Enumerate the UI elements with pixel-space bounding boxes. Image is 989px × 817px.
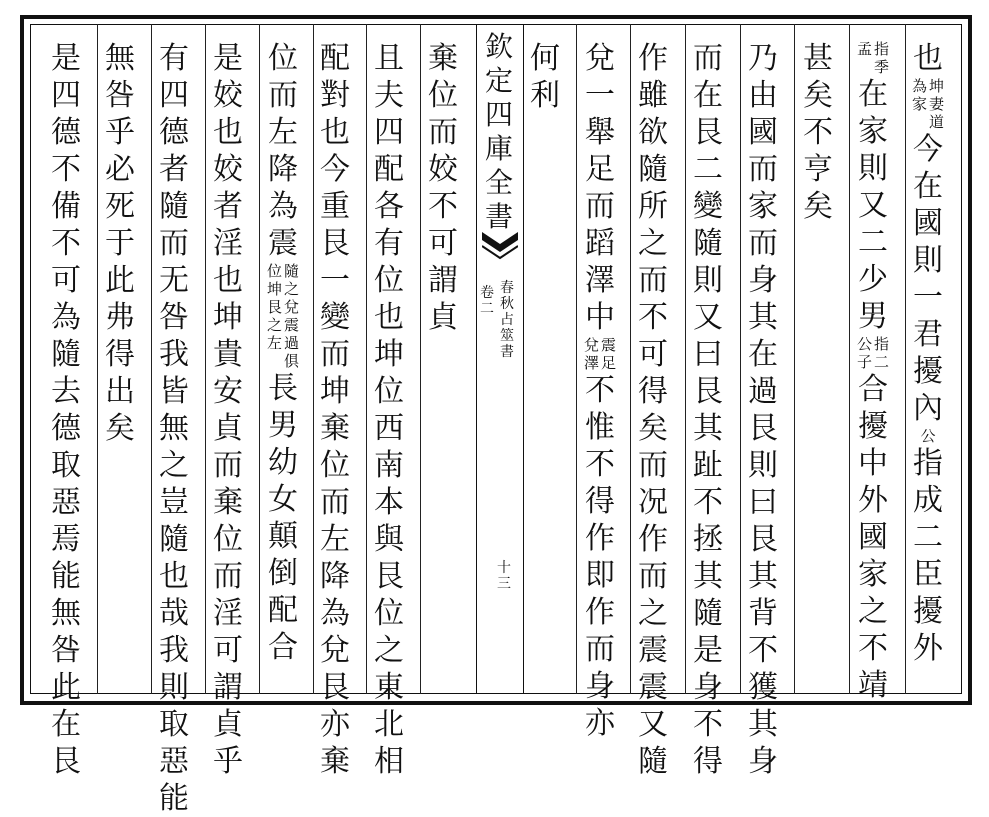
- book-header-title: 欽 定 四 庫 全 書: [484, 30, 513, 233]
- book-title-note: 春 秋 占 筮 書: [500, 280, 514, 360]
- annotation-note: 公: [920, 427, 936, 445]
- column-rule: [97, 24, 98, 694]
- annotation-note: 震 足 兌 澤: [584, 336, 617, 372]
- left-text-column: 棄 位 而 姣 不 可 謂 貞: [428, 41, 458, 335]
- right-text-column: 乃 由 國 而 家 而 身 其 在 過 艮 則 曰 艮 其 背 不 獲 其 身: [748, 41, 778, 779]
- right-text-column: 甚 矣 不 亨 矣: [803, 41, 833, 224]
- right-text-column: 而 在 艮 二 變 隨 則 又 曰 艮 其 趾 不 拯 其 隨 是 身 不 得: [693, 41, 723, 779]
- column-rule: [420, 24, 421, 694]
- column-rule: [849, 24, 850, 694]
- volume-note: 卷 二: [480, 285, 494, 317]
- left-text-column: 是 四 德 不 備 不 可 為 隨 去 德 取 惡 焉 能 無 咎 此 在 艮: [51, 41, 81, 779]
- column-rule: [685, 24, 686, 694]
- right-text-column: 也 坤 妻 道 為 家 今 在 國 則 一 君 擾 內 公 指 成 二 臣 擾 外: [912, 41, 945, 666]
- right-text-column: 兌 一 舉 足 而 蹈 澤 中 震 足 兌 澤 不 惟 不 得 作 即 作 而 身 亦: [584, 41, 617, 741]
- right-text-column: 何 利: [530, 41, 560, 113]
- left-text-column: 位 而 左 降 為 震 隨 之 兌 震 過 俱 位 坤 艮 之 左 長 男 幼 女 顛 倒 配 合: [267, 41, 300, 665]
- left-text-column: 配 對 也 今 重 艮 一 變 而 坤 棄 位 而 左 降 為 兌 艮 亦 棄: [320, 41, 350, 779]
- column-rule: [576, 24, 577, 694]
- annotation-note: 隨 之 兌 震 過 俱 位 坤 艮 之 左: [267, 262, 300, 370]
- column-rule: [794, 24, 795, 694]
- left-text-column: 有 四 德 者 隨 而 无 咎 我 皆 無 之 豈 隨 也 哉 我 則 取 惡 能: [159, 41, 189, 816]
- fishtail-mark-icon: [482, 232, 518, 262]
- column-rule: [740, 24, 741, 694]
- left-text-column: 無 咎 乎 必 死 于 此 弗 得 出 矣: [105, 41, 135, 446]
- page-number: 十 三: [497, 560, 511, 592]
- column-rule: [151, 24, 152, 694]
- right-text-column: 作 雖 欲 隨 所 之 而 不 可 得 矣 而 况 作 而 之 震 震 又 隨: [638, 41, 668, 779]
- annotation-note: 指 二 公 子: [857, 335, 890, 371]
- column-rule: [259, 24, 260, 694]
- column-rule: [630, 24, 631, 694]
- column-rule: [905, 24, 906, 694]
- right-text-column: 指 季 孟 在 家 則 又 二 少 男 指 二 公 子 合 擾 中 外 國 家 之 不 靖: [857, 40, 890, 703]
- left-text-column: 且 夫 四 配 各 有 位 也 坤 位 西 南 本 與 艮 位 之 東 北 相: [374, 41, 404, 779]
- column-rule: [366, 24, 367, 694]
- annotation-note: 指 季 孟: [857, 40, 890, 76]
- column-rule: [313, 24, 314, 694]
- column-rule: [205, 24, 206, 694]
- annotation-note: 坤 妻 道 為 家: [912, 77, 945, 131]
- left-text-column: 是 姣 也 姣 者 淫 也 坤 貴 安 貞 而 棄 位 而 淫 可 謂 貞 乎: [213, 41, 243, 779]
